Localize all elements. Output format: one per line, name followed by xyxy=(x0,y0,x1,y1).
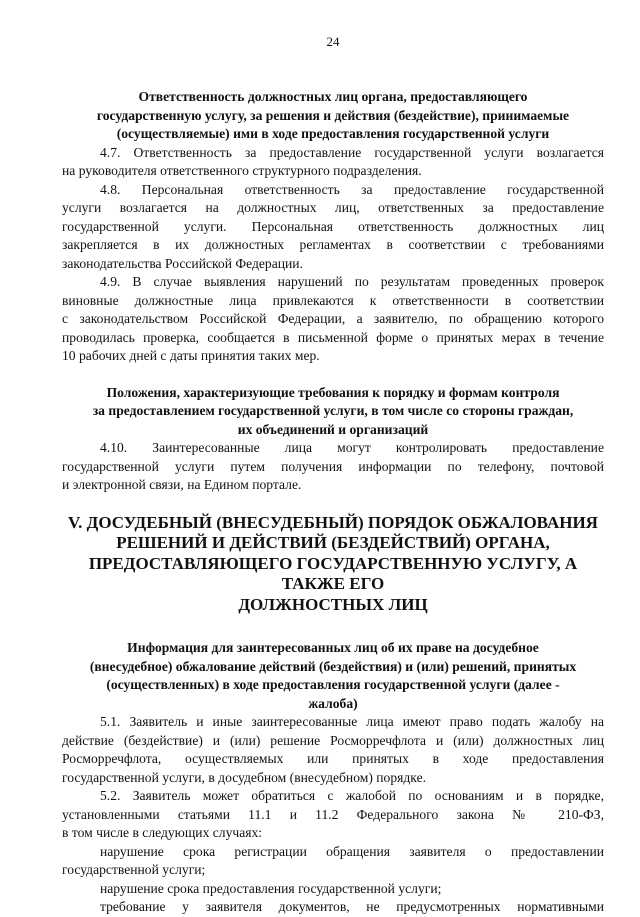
text-line: 5.2. Заявитель может обратиться с жалобой по основаниям и в порядке, xyxy=(100,788,604,803)
paragraph-4-7 xyxy=(62,144,604,181)
heading-line: Информация для заинтересованных лиц об их праве на досудебное xyxy=(127,640,539,655)
heading-appeal-information xyxy=(62,639,604,713)
text-line: с законодательством Российской Федерации, а заявителю, по обращению которого xyxy=(62,311,604,326)
case-service-deadline xyxy=(62,880,604,899)
text-line: требование у заявителя документов, не предусмотренных нормативными xyxy=(100,899,604,914)
heading-line: Положения, характеризующие требования к порядку и формам контроля xyxy=(106,384,560,400)
text-line: закрепляется в их должностных регламентах в соответствии с требованиями xyxy=(62,237,604,252)
heading-line: (осуществляемые) ими в ходе предоставления государственной услуги xyxy=(116,126,550,141)
section-title-line: V. ДОСУДЕБНЫЙ (ВНЕСУДЕБНЫЙ) ПОРЯДОК ОБЖАЛОВАНИЯ xyxy=(68,512,598,532)
heading-line: их объединений и организаций xyxy=(237,421,429,437)
heading-line: жалоба) xyxy=(308,695,358,711)
case-document-requirement xyxy=(62,898,604,917)
text-line: 4.10. Заинтересованные лица могут контролировать предоставление xyxy=(100,440,604,455)
text-line: 5.1. Заявитель и иные заинтересованные лица имеют право подать жалобу на xyxy=(100,714,604,729)
text-line: нарушение срока регистрации обращения заявителя о предоставлении xyxy=(100,843,604,859)
text-line: 10 рабочих дней с даты принятия таких мер. xyxy=(62,348,320,363)
heading-control-requirements xyxy=(62,384,604,440)
text-line: законодательства Российской Федерации. xyxy=(62,255,303,271)
paragraph-5-1 xyxy=(62,713,604,787)
text-line: государственной услуги, в досудебном (внесудебном) порядке. xyxy=(62,769,427,785)
text-line: действие (бездействие) и (или) решение Росморречфлота и (или) должностных лиц xyxy=(62,732,604,748)
heading-line: Ответственность должностных лиц органа, предоставляющего xyxy=(138,89,528,104)
text-line: 4.9. В случае выявления нарушений по результатам проведенных проверок xyxy=(100,274,604,289)
text-line: государственной услуги путем получения информации по телефону, почтовой xyxy=(62,458,604,474)
text-line: и электронной связи, на Едином портале. xyxy=(62,477,302,492)
text-line: услуги возлагается на должностных лиц, ответственных за предоставление xyxy=(62,200,604,215)
text-line: установленными статьями 11.1 и 11.2 Федерального закона № 210-ФЗ, xyxy=(62,806,604,822)
text-line: государственной услуги; xyxy=(62,862,206,877)
text-line: проводилась проверка, сообщается в письменной форме о принятых мерах в течение xyxy=(62,329,604,345)
paragraph-4-10 xyxy=(62,439,604,495)
paragraph-4-9 xyxy=(62,273,604,366)
paragraph-4-8 xyxy=(62,181,604,274)
page-number: 24 xyxy=(326,34,340,49)
heading-line: (внесудебное) обжалование действий (бездействия) и (или) решений, принятых xyxy=(89,658,577,674)
heading-line: за предоставлением государственной услуги, в том числе со стороны граждан, xyxy=(92,403,574,418)
text-line: 4.8. Персональная ответственность за предоставление государственной xyxy=(100,181,604,197)
text-line: виновные должностные лица привлекаются к ответственности в соответствии xyxy=(62,292,604,308)
heading-line: (осуществленных) в ходе предоставления государственной услуги (далее - xyxy=(106,677,560,692)
text-line: в том числе в следующих случаях: xyxy=(62,825,263,840)
text-line: на руководителя ответственного структурного подразделения. xyxy=(62,163,422,178)
case-registration-deadline xyxy=(62,843,604,880)
text-line: государственной услуги. Персональная ответственность должностных лиц xyxy=(62,218,604,234)
text-line: 4.7. Ответственность за предоставление государственной услуги возлагается xyxy=(100,144,604,160)
section-title-line: ДОЛЖНОСТНЫХ ЛИЦ xyxy=(238,594,428,614)
paragraph-5-2 xyxy=(62,787,604,843)
text-line: Росморречфлота, осуществляемых или принятых в ходе предоставления xyxy=(62,751,604,766)
heading-responsibility xyxy=(62,88,604,144)
text-line: нарушение срока предоставления государственной услуги; xyxy=(100,880,442,896)
section-title-line: ПРЕДОСТАВЛЯЮЩЕГО ГОСУДАРСТВЕННУЮ УСЛУГУ, А ТАКЖЕ ЕГО xyxy=(88,553,578,593)
heading-line: государственную услугу, за решения и действия (бездействие), принимаемые xyxy=(96,107,570,123)
section-v-title xyxy=(62,513,604,616)
section-title-line: РЕШЕНИЙ И ДЕЙСТВИЙ (БЕЗДЕЙСТВИЙ) ОРГАНА, xyxy=(116,533,550,552)
